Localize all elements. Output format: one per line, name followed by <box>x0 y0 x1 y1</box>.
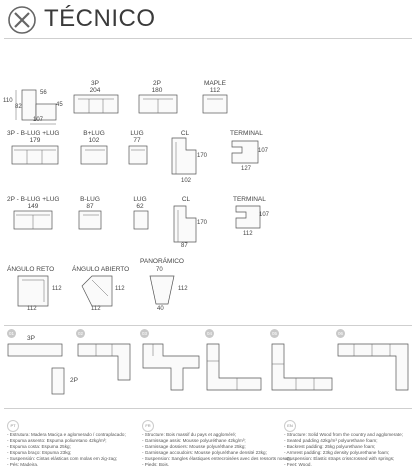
module-terminal-112-width: 112 <box>243 231 253 237</box>
module-lug-name: LUG <box>130 130 144 137</box>
config-03-layout <box>143 344 201 392</box>
module-cl-name: CL <box>180 130 190 137</box>
page-title: TÉCNICO <box>44 5 156 32</box>
module-blug-name: B+LUG <box>83 130 105 137</box>
module-cl-87-width: 87 <box>181 243 188 249</box>
module-lug-62-sofa <box>134 211 150 231</box>
module-lug-62-width: 62 <box>136 203 144 210</box>
module-b-lug-name: B-LUG <box>80 196 100 203</box>
module-3p-blug-sofa <box>12 146 58 166</box>
module-lug-62-name: LUG <box>133 196 147 203</box>
module-2p-sofa <box>139 95 177 115</box>
module-2p-name: 2P <box>153 80 161 87</box>
cross-circle-logo-icon <box>7 5 37 35</box>
module-3p-blug-name: 3P - B-LUG +LUG <box>7 130 60 137</box>
divider <box>4 38 412 39</box>
config-01-layout <box>8 344 68 396</box>
angulo-abierto-name: ÁNGULO ABIERTO <box>72 266 130 273</box>
panoramico-height: 112 <box>178 286 188 292</box>
angulo-abierto-height: 112 <box>115 286 125 292</box>
module-terminal-height: 107 <box>258 148 269 154</box>
config-badge-03: 03 <box>141 331 147 336</box>
config-badge-01: 01 <box>8 331 14 336</box>
module-b-lug-sofa <box>79 211 103 231</box>
config-05-layout <box>272 344 334 392</box>
module-2p-blug-width: 149 <box>27 203 39 210</box>
module-3p-blug-width: 179 <box>29 137 41 144</box>
angulo-reto-height: 112 <box>52 286 62 292</box>
spec-list-fr: - Structure: Bois massif du pays et aggloméré; - Garnissage assis: Mousse polyuréthane 42kg/m³; - Garnissage dossiers: Mousse polyuréthane 25kg; - Garnissage accoudoirs: Mousse polyuréthane densité 23kg; - Suspension: Sangles élastiques entrecroisées avec des ressorts nosag; - Pieds: Bois. <box>142 432 292 468</box>
module-terminal-112-sofa <box>236 206 264 230</box>
config-01-label-2p: 2P <box>70 377 78 384</box>
module-terminal-width: 127 <box>241 166 252 172</box>
dim-seat-width: 56 <box>40 90 47 96</box>
module-b-lug-width: 87 <box>86 203 94 210</box>
module-maple-name: MAPLE <box>203 80 227 87</box>
config-02-layout <box>78 344 134 384</box>
config-badge-05: 05 <box>271 331 277 336</box>
module-2p-blug-name: 2P - B-LUG +LUG <box>7 196 60 203</box>
module-blug-width: 102 <box>88 137 100 144</box>
lang-badge-pt: PT <box>7 420 19 432</box>
module-3p-width: 204 <box>89 87 101 94</box>
panoramico-width: 40 <box>157 306 164 312</box>
module-blug-sofa <box>81 146 109 166</box>
dim-depth: 82 <box>15 104 22 110</box>
module-lug-sofa <box>129 146 149 166</box>
module-terminal-112-name: TERMINAL <box>233 196 266 203</box>
module-3p-name: 3P <box>91 80 99 87</box>
config-badge-04: 04 <box>206 331 212 336</box>
spec-list-pt: - Estrutura: Madera Maciça e aglomerado / contraplacado; - Espuma assento: Espuma poliuretano 42kg/m³; - Espuma costa: Espuma 25kg; - Espuma braço: Espuma 23kg; - Suspensión: Cintas elásticas com molas em zig-zag; - Pés: Madeira. <box>7 432 126 468</box>
dim-seat-height: 45 <box>56 102 63 108</box>
panoramico-name: PANORÁMICO <box>140 258 184 265</box>
module-maple-sofa <box>203 95 229 115</box>
module-cl-87-height: 170 <box>197 220 208 226</box>
panoramico-top-width: 70 <box>156 267 163 273</box>
angulo-reto-width: 112 <box>27 306 37 312</box>
module-3p-sofa <box>74 95 118 115</box>
module-2p-width: 180 <box>151 87 163 94</box>
config-04-layout <box>207 344 265 392</box>
module-maple-width: 112 <box>209 87 221 94</box>
module-lug-width: 77 <box>133 137 141 144</box>
module-cl-width: 102 <box>181 178 192 184</box>
module-cl-height: 170 <box>197 153 208 159</box>
divider-specs <box>4 408 412 409</box>
spec-list-en: - Structure: Solid Wood from the country and agglomerate; - Seated padding 42kg/m³ polyurethane foam; - Backrest padding: 25kg polyurethane foam; - Armrest padding: 23kg density polyurethane foam; - Suspension: Elastic straps crisscrossed with springs; - Feet: Wood. <box>284 432 403 468</box>
dim-height: 110 <box>3 98 13 104</box>
angulo-abierto-width: 112 <box>91 306 101 312</box>
lang-badge-fr: FR <box>142 420 154 432</box>
module-terminal-name: TERMINAL <box>230 130 263 137</box>
module-cl-87-chaise <box>174 206 202 246</box>
module-cl-87-name: CL <box>181 196 191 203</box>
dim-total-width: 107 <box>33 117 44 123</box>
module-2p-blug-sofa <box>14 211 54 231</box>
config-badge-06: 06 <box>337 331 343 336</box>
lang-badge-en: EN <box>284 420 296 432</box>
config-badge-02: 02 <box>77 331 83 336</box>
angulo-reto-name: ÁNGULO RETO <box>7 266 55 273</box>
panoramico-wedge <box>150 276 180 308</box>
config-06-layout <box>338 344 410 392</box>
divider-configs <box>4 325 412 326</box>
config-01-label-3p: 3P <box>27 335 35 342</box>
module-terminal-112-height: 107 <box>259 212 270 218</box>
